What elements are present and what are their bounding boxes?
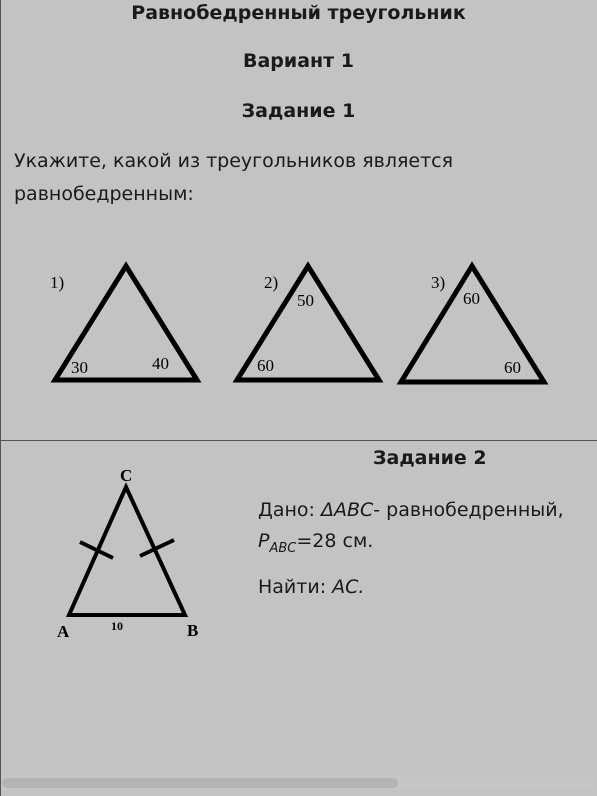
task2-heading: Задание 2 bbox=[373, 447, 487, 469]
triangle-3 bbox=[401, 266, 544, 382]
vertex-b-label: B bbox=[187, 621, 199, 640]
section-divider bbox=[0, 440, 597, 441]
variant-heading: Вариант 1 bbox=[242, 50, 354, 72]
vertex-a-label: A bbox=[57, 622, 70, 641]
given-suffix: - равнобедренный, bbox=[373, 499, 564, 521]
given-triangle: ΔABC bbox=[320, 499, 374, 521]
fig2-number: 2) bbox=[264, 273, 279, 292]
fig1-number: 1) bbox=[50, 273, 65, 292]
perimeter-symbol: P bbox=[258, 530, 270, 552]
horizontal-scrollbar-thumb[interactable] bbox=[2, 778, 398, 788]
task1-heading: Задание 1 bbox=[241, 100, 356, 122]
triangle-abc bbox=[69, 487, 185, 615]
fig1-angle-b: 40 bbox=[152, 354, 169, 373]
fig3-angle-b: 60 bbox=[504, 358, 521, 377]
find-text bbox=[258, 576, 364, 598]
fig3-angle-top: 60 bbox=[463, 289, 480, 308]
task1-text: Укажите, какой из треугольников является равнобедренным: bbox=[14, 150, 454, 205]
page-title: Равнобедренный треугольник bbox=[131, 2, 466, 24]
perimeter-value: =28 см. bbox=[296, 530, 374, 552]
find-value: AC. bbox=[332, 576, 365, 598]
perimeter-subscript: ABC bbox=[269, 541, 297, 556]
base-length-label: 10 bbox=[111, 619, 123, 633]
fig2-angle-a: 60 bbox=[257, 356, 274, 375]
find-prefix: Найти: bbox=[258, 576, 333, 598]
vertex-c-label: C bbox=[120, 466, 133, 485]
fig1-angle-a: 30 bbox=[71, 358, 88, 377]
given-prefix: Дано: bbox=[258, 499, 321, 521]
given-text bbox=[258, 495, 588, 564]
fig2-angle-top: 50 bbox=[297, 291, 314, 310]
fig3-number: 3) bbox=[431, 273, 446, 292]
